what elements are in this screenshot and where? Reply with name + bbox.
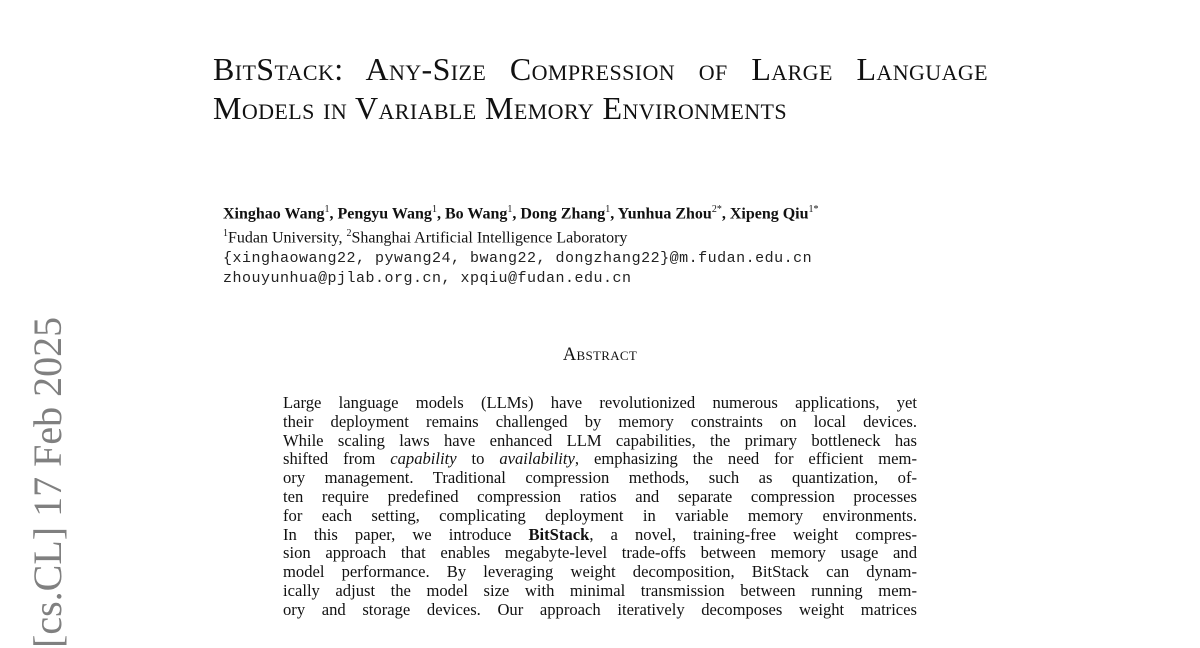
abstract-text: , a novel, training-free weight compres- xyxy=(589,524,917,544)
author-affiliation-mark: 1 xyxy=(431,204,437,215)
abstract-line: ory management. Traditional compression methods, such as quantization, of- xyxy=(283,468,917,488)
author-affiliation-mark: 2* xyxy=(711,204,722,215)
abstract-line xyxy=(283,450,917,469)
author-affiliation-mark: 1 xyxy=(507,204,513,215)
author-name: Dong Zhang xyxy=(520,205,606,223)
email-line: zhouyunhua@pjlab.org.cn, xpqiu@fudan.edu.cn xyxy=(223,269,632,287)
abstract-text: to xyxy=(456,449,500,469)
author-block xyxy=(223,200,983,289)
abstract-line xyxy=(283,526,917,545)
abstract-line: ory and storage devices. Our approach iteratively decomposes weight matrices xyxy=(283,599,917,619)
abstract-heading: Abstract xyxy=(562,345,638,365)
author-list: Xinghao Wang$^1$, Pengyu Wang$^1$, Bo Wang$^1$, Dong Zhang$^1$, Yunhua Zhou$^{2*}$, Xipeng Qiu$^{1*}$ xyxy=(223,204,819,223)
abstract-line: While scaling laws have enhanced LLM capabilities, the primary bottleneck has xyxy=(283,430,917,450)
affiliation-mark: 1 xyxy=(223,228,228,240)
abstract-line: model performance. By leveraging weight decomposition, BitStack can dynam- xyxy=(283,562,917,582)
abstract-body xyxy=(283,394,917,620)
abstract-line: Large language models (LLMs) have revolutionized numerous applications, yet xyxy=(283,393,917,412)
author-affiliation-mark: 1 xyxy=(605,204,611,215)
author-name: Xinghao Wang xyxy=(223,205,325,223)
author-name: Bo Wang xyxy=(444,205,508,223)
abstract-text: shifted from xyxy=(283,449,391,469)
affiliations xyxy=(223,224,983,248)
abstract-line: for each setting, complicating deployment in variable memory environments. xyxy=(283,505,917,525)
paper-title: BitStack: Any-Size Compression of Large Language Models in Variable Memory Environments xyxy=(213,51,988,126)
abstract-line: their deployment remains challenged by memory constraints on local devices. xyxy=(283,411,917,431)
abstract-line: ically adjust the model size with minimal transmission between running mem- xyxy=(283,580,917,600)
abstract-text: , emphasizing the need for efficient mem- xyxy=(574,449,917,469)
abstract-line: ten require predefined compression ratios and separate compression processes xyxy=(283,486,917,506)
author-name: Pengyu Wang xyxy=(337,205,432,223)
abstract-line: sion approach that enables megabyte-level trade-offs between memory usage and xyxy=(283,543,917,563)
affiliation-mark: 2 xyxy=(346,228,352,240)
arxiv-stamp-text: [cs.CL] 17 Feb 2025 xyxy=(25,316,70,648)
email-line: {xinghaowang22, pywang24, bwang22, dongzhang22}@m.fudan.edu.cn xyxy=(223,249,813,267)
method-name-bitstack: BitStack xyxy=(528,524,590,544)
emphasis-availability: availability xyxy=(499,449,575,469)
abstract-text: In this paper, we introduce xyxy=(283,524,529,544)
author-affiliation-mark: 1* xyxy=(808,204,819,215)
affiliation-shanghai-ai-lab: Shanghai Artificial Intelligence Laboratory xyxy=(351,229,628,247)
emphasis-capability: capability xyxy=(390,449,457,469)
author-affiliation-mark: 1 xyxy=(324,204,330,215)
affiliation-fudan: Fudan University, xyxy=(228,229,347,247)
author-name: Yunhua Zhou xyxy=(617,205,712,223)
author-name: Xipeng Qiu xyxy=(729,205,809,223)
